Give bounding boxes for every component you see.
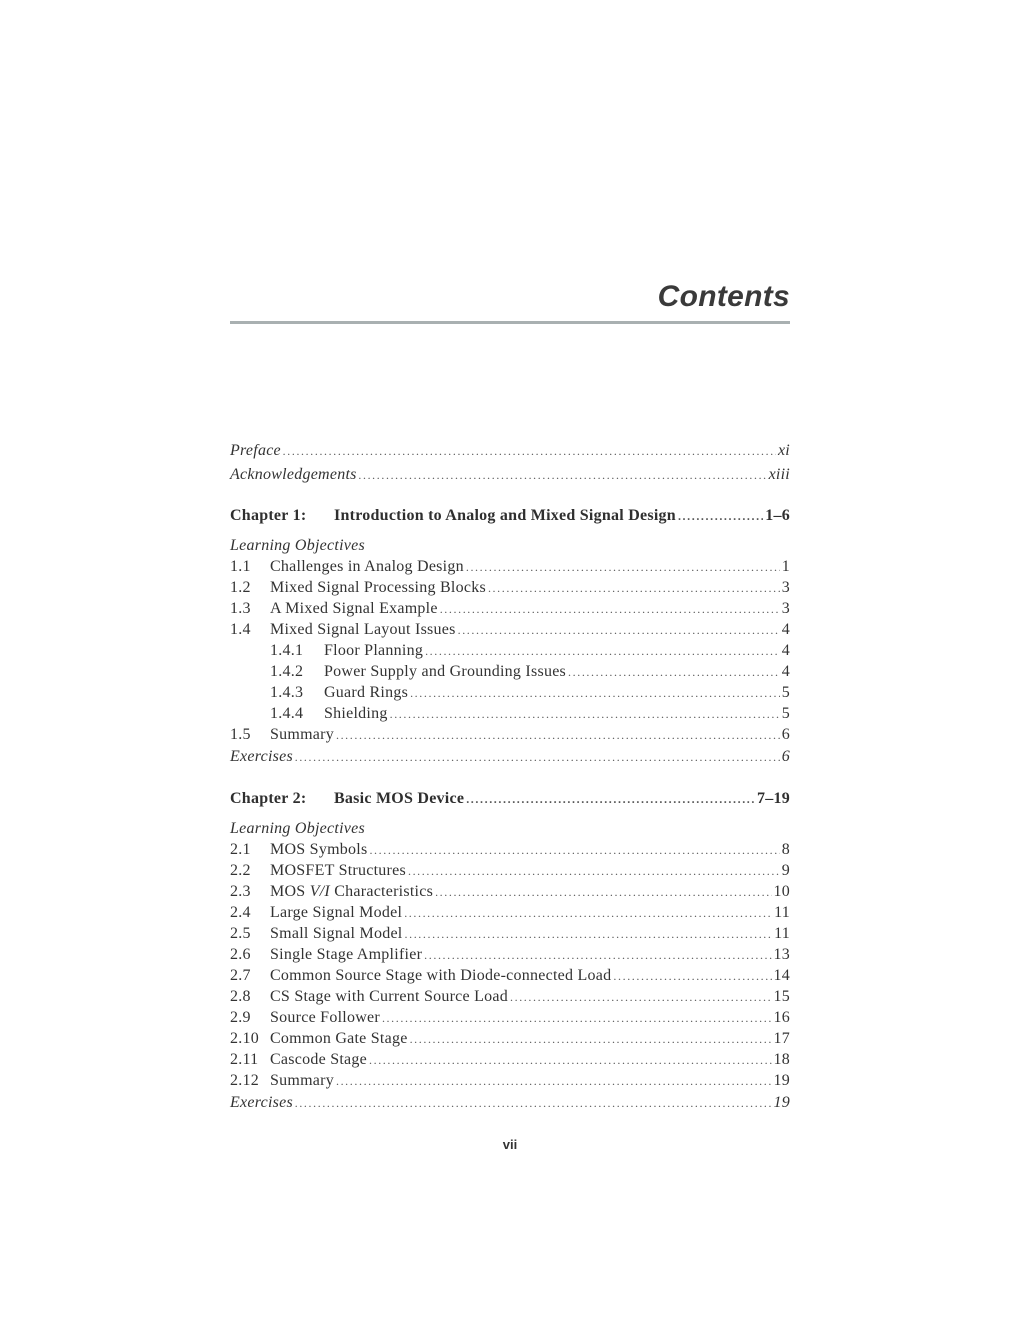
exercises-page: 19 <box>773 1094 790 1111</box>
toc-section[interactable] <box>230 839 790 860</box>
section-number: 2.9 <box>230 1009 251 1026</box>
leader-dots <box>408 861 780 882</box>
section-number: 1.2 <box>230 579 251 596</box>
section-number: 1.1 <box>230 558 251 575</box>
leader-dots <box>382 1008 772 1029</box>
toc-section[interactable] <box>230 619 790 640</box>
toc-section[interactable] <box>230 1049 790 1070</box>
subsection-number: 1.4.3 <box>270 684 304 701</box>
leader-dots <box>510 987 772 1008</box>
toc-section[interactable] <box>230 1070 790 1091</box>
section-page: 6 <box>781 726 790 743</box>
leader-dots <box>369 840 779 861</box>
toc-section[interactable] <box>230 902 790 923</box>
entry-page: xi <box>777 442 790 459</box>
title-part: Characteristics <box>329 883 434 900</box>
toc-section[interactable] <box>230 1028 790 1049</box>
subsection-number: 1.4.2 <box>270 663 304 680</box>
chapter-pages: 1–6 <box>765 507 790 524</box>
section-title: Mixed Signal Processing Blocks <box>270 579 486 596</box>
subsection-number: 1.4.4 <box>270 705 304 722</box>
leader-dots <box>568 662 780 683</box>
toc-section[interactable] <box>230 860 790 881</box>
section-title: Common Source Stage with Diode-connected Load <box>270 967 612 984</box>
leader-dots <box>458 620 780 641</box>
leader-dots <box>283 439 776 463</box>
toc-exercises[interactable] <box>230 745 790 769</box>
toc-exercises[interactable] <box>230 1091 790 1115</box>
learning-objectives[interactable] <box>230 818 790 839</box>
section-number: 2.2 <box>230 862 251 879</box>
toc-section[interactable] <box>230 944 790 965</box>
section-number: 2.4 <box>230 904 251 921</box>
table-of-contents <box>230 439 790 1115</box>
leader-dots <box>390 704 780 725</box>
toc-section[interactable] <box>230 986 790 1007</box>
page-folio: vii <box>502 1137 518 1152</box>
section-page: 9 <box>781 862 790 879</box>
title-italic-part: V/I <box>309 883 330 900</box>
subsection-title: Power Supply and Grounding Issues <box>324 663 567 680</box>
toc-section[interactable] <box>230 881 790 902</box>
leader-dots <box>466 557 780 578</box>
leader-dots <box>336 725 780 746</box>
toc-section[interactable] <box>230 556 790 577</box>
title-rule <box>230 321 790 324</box>
page-title: Contents <box>657 280 790 313</box>
section-title: Single Stage Amplifier <box>270 946 423 963</box>
toc-section[interactable] <box>230 965 790 986</box>
section-number: 2.3 <box>230 883 251 900</box>
section-title: Challenges in Analog Design <box>270 558 464 575</box>
section-page: 3 <box>781 579 790 596</box>
chapter-title: Basic MOS Device <box>334 790 465 807</box>
leader-dots <box>424 945 771 966</box>
section-page: 14 <box>773 967 790 984</box>
chapter-title: Introduction to Analog and Mixed Signal Design <box>334 507 676 524</box>
section-title: Cascode Stage <box>270 1051 367 1068</box>
toc-subsection[interactable] <box>230 682 790 703</box>
section-title: Large Signal Model <box>270 904 403 921</box>
section-number: 1.3 <box>230 600 251 617</box>
subsection-page: 5 <box>781 705 790 722</box>
toc-entry-preface[interactable] <box>230 439 790 463</box>
section-page: 19 <box>773 1072 790 1089</box>
section-page: 17 <box>773 1030 790 1047</box>
leader-dots <box>410 683 780 704</box>
subsection-page: 5 <box>781 684 790 701</box>
entry-label: Acknowledgements <box>230 466 357 483</box>
toc-section[interactable] <box>230 1007 790 1028</box>
entry-label: Preface <box>230 442 281 459</box>
leader-dots <box>435 882 771 903</box>
section-number: 1.4 <box>230 621 251 638</box>
section-number: 2.12 <box>230 1072 259 1089</box>
section-page: 13 <box>773 946 790 963</box>
section-title: Source Follower <box>270 1009 380 1026</box>
leader-dots <box>295 1091 772 1115</box>
section-number: 2.7 <box>230 967 251 984</box>
section-title <box>270 881 433 902</box>
section-title: Small Signal Model <box>270 925 403 942</box>
section-number: 2.6 <box>230 946 251 963</box>
leader-dots <box>488 578 780 599</box>
leader-dots <box>678 504 763 528</box>
section-number: 2.5 <box>230 925 251 942</box>
leader-dots <box>404 903 772 924</box>
section-title: Summary <box>270 726 334 743</box>
learning-objectives-label: Learning Objectives <box>230 820 365 837</box>
section-title: MOSFET Structures <box>270 862 406 879</box>
section-page: 11 <box>774 904 790 921</box>
toc-subsection[interactable] <box>230 703 790 724</box>
leader-dots <box>359 463 767 487</box>
leader-dots <box>440 599 780 620</box>
section-page: 18 <box>773 1051 790 1068</box>
toc-section[interactable] <box>230 577 790 598</box>
entry-page: xiii <box>768 466 790 483</box>
section-title: Common Gate Stage <box>270 1030 408 1047</box>
toc-entry-acknowledgements[interactable] <box>230 463 790 487</box>
section-page: 8 <box>781 841 790 858</box>
subsection-page: 4 <box>781 663 790 680</box>
chapter-heading: Chapter 2: <box>230 790 307 807</box>
section-title: Summary <box>270 1072 334 1089</box>
leader-dots <box>613 966 771 987</box>
section-title: A Mixed Signal Example <box>270 600 438 617</box>
toc-subsection[interactable] <box>230 661 790 682</box>
leader-dots <box>295 745 780 769</box>
leader-dots <box>405 924 773 945</box>
section-number: 2.1 <box>230 841 251 858</box>
section-title: CS Stage with Current Source Load <box>270 988 508 1005</box>
title-part: MOS <box>270 883 310 900</box>
section-number: 1.5 <box>230 726 251 743</box>
section-page: 4 <box>781 621 790 638</box>
section-number: 2.10 <box>230 1030 259 1047</box>
toc-section[interactable] <box>230 923 790 944</box>
leader-dots <box>425 641 780 662</box>
subsection-title: Guard Rings <box>324 684 409 701</box>
section-number: 2.8 <box>230 988 251 1005</box>
subsection-page: 4 <box>781 642 790 659</box>
subsection-number: 1.4.1 <box>270 642 304 659</box>
subsection-title: Floor Planning <box>324 642 424 659</box>
exercises-page: 6 <box>781 748 790 765</box>
chapter-pages: 7–19 <box>757 790 790 807</box>
section-page: 16 <box>773 1009 790 1026</box>
toc-chapter-2[interactable] <box>230 787 790 811</box>
learning-objectives[interactable] <box>230 535 790 556</box>
toc-chapter-1[interactable] <box>230 504 790 528</box>
section-page: 10 <box>773 883 790 900</box>
learning-objectives-label: Learning Objectives <box>230 537 365 554</box>
exercises-label: Exercises <box>230 1094 293 1111</box>
toc-section[interactable] <box>230 598 790 619</box>
section-page: 1 <box>781 558 790 575</box>
leader-dots <box>336 1071 772 1092</box>
section-page: 3 <box>781 600 790 617</box>
leader-dots <box>410 1029 772 1050</box>
toc-subsection[interactable] <box>230 640 790 661</box>
section-page: 11 <box>774 925 790 942</box>
subsection-title: Shielding <box>324 705 388 722</box>
section-title: MOS Symbols <box>270 841 368 858</box>
leader-dots <box>466 787 755 811</box>
section-title: Mixed Signal Layout Issues <box>270 621 456 638</box>
leader-dots <box>369 1050 772 1071</box>
section-number: 2.11 <box>230 1051 259 1068</box>
exercises-label: Exercises <box>230 748 293 765</box>
section-page: 15 <box>773 988 790 1005</box>
toc-section[interactable] <box>230 724 790 745</box>
chapter-heading: Chapter 1: <box>230 507 307 524</box>
